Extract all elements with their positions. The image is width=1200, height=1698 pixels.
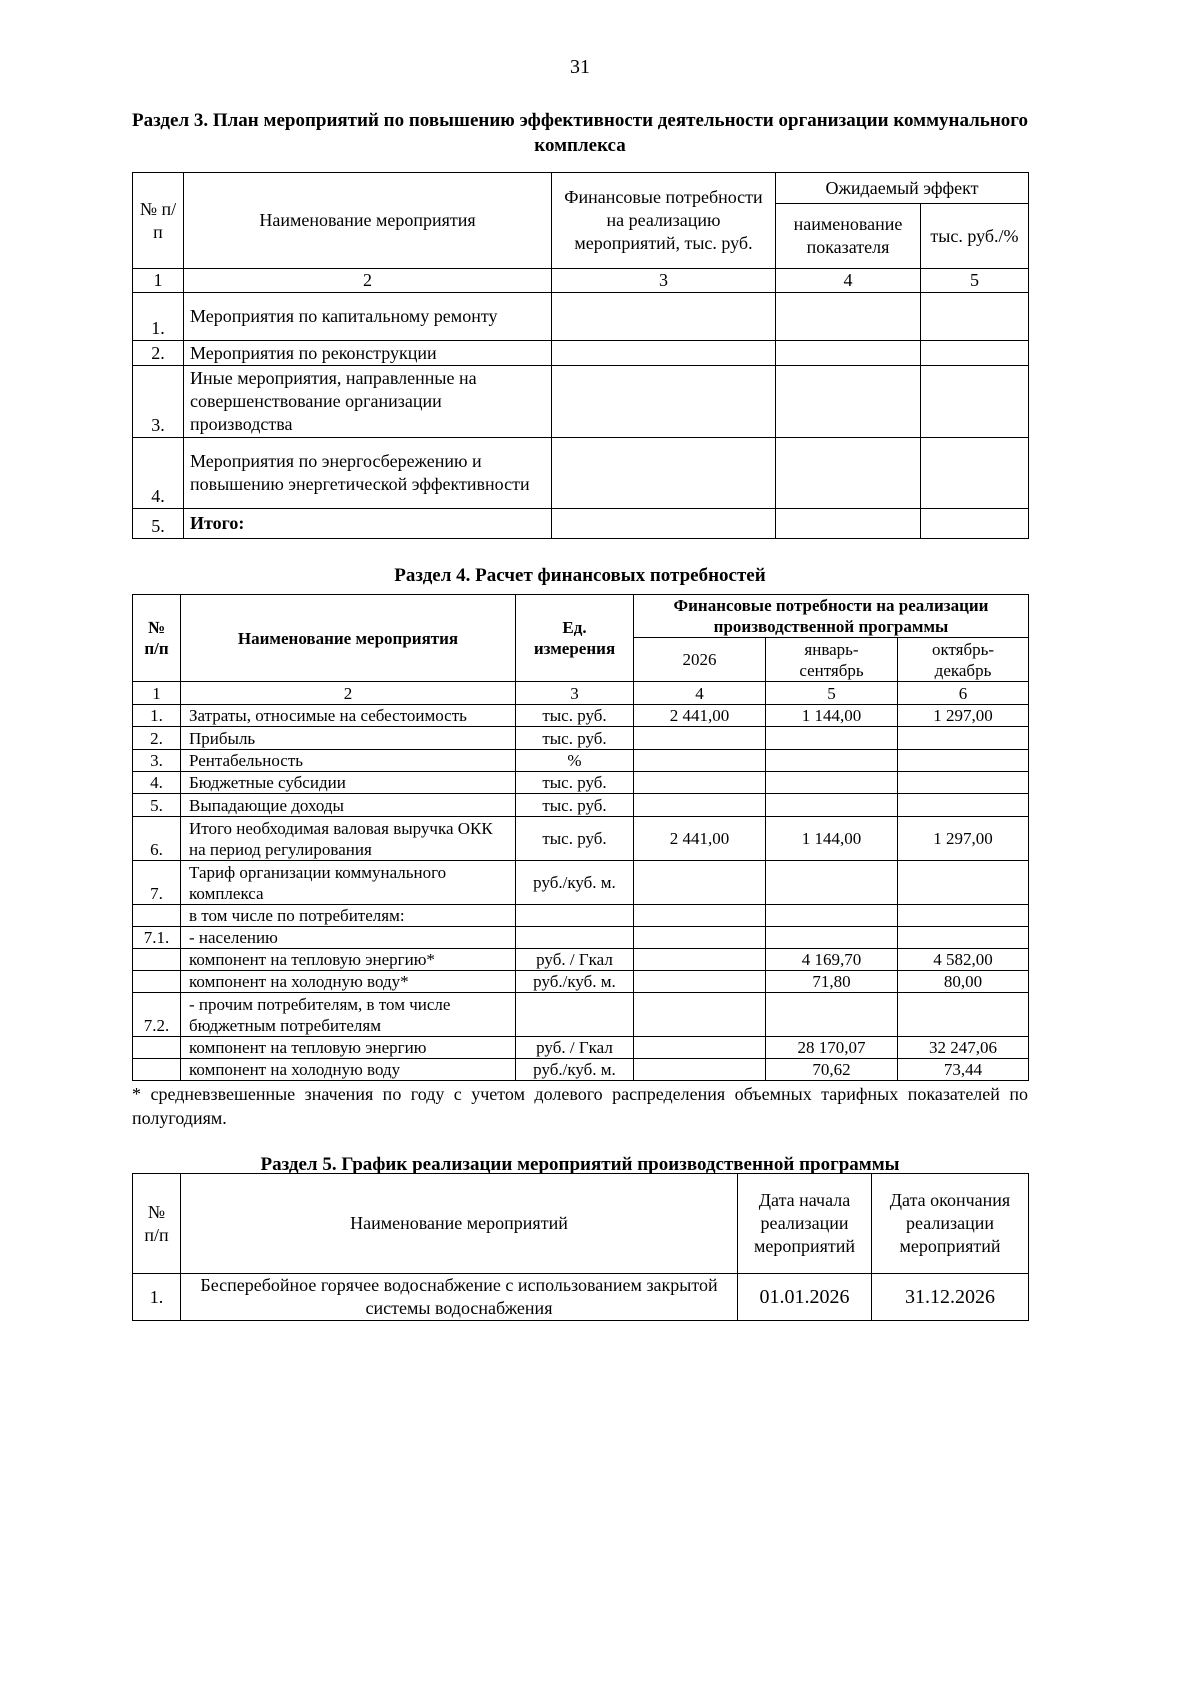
row-unit: руб./куб. м. — [516, 861, 634, 905]
table-row — [133, 1037, 1029, 1059]
section4-table — [132, 594, 1029, 1081]
row-num: 4. — [133, 438, 184, 509]
row-unit: % — [516, 750, 634, 772]
row-p2 — [898, 861, 1029, 905]
row-y — [634, 1059, 766, 1081]
row-p2: 32 247,06 — [898, 1037, 1029, 1059]
row-p2 — [898, 993, 1029, 1037]
table-row — [133, 341, 1029, 366]
row-p1: 4 169,70 — [766, 949, 898, 971]
table-row — [133, 509, 1029, 539]
header-name: Наименование мероприятия — [181, 595, 516, 682]
row-p1 — [766, 750, 898, 772]
row-unit: тыс. руб. — [516, 705, 634, 727]
col-number: 5 — [921, 269, 1029, 293]
table-row — [133, 772, 1029, 794]
row-name: Рентабельность — [181, 750, 516, 772]
row-num: 5. — [133, 794, 181, 817]
row-y: 2 441,00 — [634, 705, 766, 727]
header-start: Дата начала реализации мероприятий — [738, 1174, 872, 1274]
header-num: № п/п — [133, 595, 181, 682]
section3-table — [132, 172, 1029, 539]
table-row — [133, 366, 1029, 438]
table-row — [133, 949, 1029, 971]
row-p2: 73,44 — [898, 1059, 1029, 1081]
row-name: Затраты, относимые на себестоимость — [181, 705, 516, 727]
row-name: Мероприятия по реконструкции — [184, 341, 552, 366]
col-number: 5 — [766, 682, 898, 705]
row-unit — [516, 927, 634, 949]
row-unit — [516, 905, 634, 927]
header-name: Наименование мероприятия — [184, 173, 552, 269]
section5-title: Раздел 5. График реализации мероприятий производственной программы — [260, 1154, 900, 1175]
row-p1 — [766, 861, 898, 905]
row-p1: 71,80 — [766, 971, 898, 993]
row-num: 5. — [133, 509, 184, 539]
row-p1: 1 144,00 — [766, 817, 898, 861]
row-unit: руб./куб. м. — [516, 1059, 634, 1081]
header-fin: Финансовые потребности на реализацию мероприятий, тыс. руб. — [552, 173, 776, 269]
row-p1 — [766, 727, 898, 750]
page-number: 31 — [570, 56, 590, 78]
col-number: 3 — [552, 269, 776, 293]
col-number: 1 — [133, 682, 181, 705]
header-value: тыс. руб./% — [921, 204, 1029, 269]
table-row — [133, 794, 1029, 817]
row-y — [634, 727, 766, 750]
col-number: 2 — [184, 269, 552, 293]
row-name: Бюджетные субсидии — [181, 772, 516, 794]
row-p1: 1 144,00 — [766, 705, 898, 727]
row-name: Тариф организации коммунального комплекса — [181, 861, 516, 905]
row-p1 — [766, 905, 898, 927]
row-num: 6. — [133, 817, 181, 861]
header-period1: январь-сентябрь — [766, 638, 898, 682]
row-p2: 1 297,00 — [898, 817, 1029, 861]
row-p1: 70,62 — [766, 1059, 898, 1081]
row-num: 2. — [133, 341, 184, 366]
col-number: 3 — [516, 682, 634, 705]
row-name: в том числе по потребителям: — [181, 905, 516, 927]
row-name: Мероприятия по капитальному ремонту — [184, 293, 552, 341]
row-p1 — [766, 794, 898, 817]
header-fin: Финансовые потребности на реализации производственной программы — [634, 595, 1029, 638]
table-row — [133, 971, 1029, 993]
table-row — [133, 927, 1029, 949]
table-row — [133, 1059, 1029, 1081]
row-unit: руб. / Гкал — [516, 949, 634, 971]
row-p2 — [898, 794, 1029, 817]
footnote: * средневзвешенные значения по году с учетом долевого распределения объемных тарифных показателей по полугодиям. — [132, 1084, 1028, 1128]
header-effect: Ожидаемый эффект — [776, 173, 1029, 204]
row-p2: 1 297,00 — [898, 705, 1029, 727]
row-num: 2. — [133, 727, 181, 750]
table-row — [133, 293, 1029, 341]
row-num: 1. — [133, 1274, 181, 1321]
row-name: Иные мероприятия, направленные на совершенствование организации производства — [184, 366, 552, 438]
row-unit — [516, 993, 634, 1037]
row-p2 — [898, 750, 1029, 772]
row-name: Прибыль — [181, 727, 516, 750]
row-p2 — [898, 727, 1029, 750]
header-unit: Ед. измерения — [516, 595, 634, 682]
section3-title: Раздел 3. План мероприятий по повышению эффективности деятельности организации коммунального комплекса — [132, 110, 1028, 156]
col-number: 6 — [898, 682, 1029, 705]
row-y — [634, 971, 766, 993]
row-num: 3. — [133, 366, 184, 438]
section5-table — [132, 1173, 1029, 1321]
row-unit: тыс. руб. — [516, 727, 634, 750]
header-num: № п/п — [133, 1174, 181, 1274]
row-num: 7.2. — [133, 993, 181, 1037]
row-num: 7. — [133, 861, 181, 905]
row-y — [634, 993, 766, 1037]
row-num: 3. — [133, 750, 181, 772]
row-end-date: 31.12.2026 — [872, 1274, 1029, 1321]
row-y — [634, 861, 766, 905]
header-num: № п/п — [133, 173, 184, 269]
table-row — [133, 1274, 1029, 1321]
row-name: - населению — [181, 927, 516, 949]
table-row — [133, 750, 1029, 772]
row-start-date: 01.01.2026 — [738, 1274, 872, 1321]
row-y: 2 441,00 — [634, 817, 766, 861]
header-indicator: наименование показателя — [776, 204, 921, 269]
row-name: Итого: — [184, 509, 552, 539]
row-y — [634, 927, 766, 949]
row-num — [133, 949, 181, 971]
row-num: 7.1. — [133, 927, 181, 949]
row-y — [634, 949, 766, 971]
row-name: компонент на холодную воду* — [181, 971, 516, 993]
table-row — [133, 817, 1029, 861]
row-name: компонент на тепловую энергию* — [181, 949, 516, 971]
row-y — [634, 794, 766, 817]
section4-title: Раздел 4. Расчет финансовых потребностей — [394, 565, 766, 586]
row-unit: тыс. руб. — [516, 772, 634, 794]
row-num — [133, 1037, 181, 1059]
row-p2 — [898, 905, 1029, 927]
header-name: Наименование мероприятий — [181, 1174, 738, 1274]
col-number: 2 — [181, 682, 516, 705]
header-period2: октябрь-декабрь — [898, 638, 1029, 682]
header-end: Дата окончания реализации мероприятий — [872, 1174, 1029, 1274]
row-p1 — [766, 927, 898, 949]
row-y — [634, 1037, 766, 1059]
row-y — [634, 750, 766, 772]
row-p2: 80,00 — [898, 971, 1029, 993]
row-p2: 4 582,00 — [898, 949, 1029, 971]
col-number: 4 — [634, 682, 766, 705]
col-number: 1 — [133, 269, 184, 293]
row-name: Итого необходимая валовая выручка ОКК на период регулирования — [181, 817, 516, 861]
row-p1 — [766, 772, 898, 794]
table-row — [133, 438, 1029, 509]
row-p1: 28 170,07 — [766, 1037, 898, 1059]
row-name: Мероприятия по энергосбережению и повышению энергетической эффективности — [184, 438, 552, 509]
row-unit: тыс. руб. — [516, 817, 634, 861]
row-p2 — [898, 927, 1029, 949]
row-p1 — [766, 993, 898, 1037]
row-y — [634, 772, 766, 794]
row-unit: руб./куб. м. — [516, 971, 634, 993]
row-unit: тыс. руб. — [516, 794, 634, 817]
row-num: 4. — [133, 772, 181, 794]
row-num: 1. — [133, 705, 181, 727]
row-num: 1. — [133, 293, 184, 341]
col-number: 4 — [776, 269, 921, 293]
row-num — [133, 1059, 181, 1081]
row-p2 — [898, 772, 1029, 794]
table-row — [133, 905, 1029, 927]
header-year: 2026 — [634, 638, 766, 682]
row-name: Бесперебойное горячее водоснабжение с использованием закрытой системы водоснабжения — [181, 1274, 738, 1321]
row-num — [133, 971, 181, 993]
table-row — [133, 705, 1029, 727]
row-name: компонент на тепловую энергию — [181, 1037, 516, 1059]
table-row — [133, 727, 1029, 750]
table-row — [133, 861, 1029, 905]
table-row — [133, 993, 1029, 1037]
row-unit: руб. / Гкал — [516, 1037, 634, 1059]
row-y — [634, 905, 766, 927]
row-name: - прочим потребителям, в том числе бюджетным потребителям — [181, 993, 516, 1037]
row-name: Выпадающие доходы — [181, 794, 516, 817]
row-num — [133, 905, 181, 927]
row-name: компонент на холодную воду — [181, 1059, 516, 1081]
